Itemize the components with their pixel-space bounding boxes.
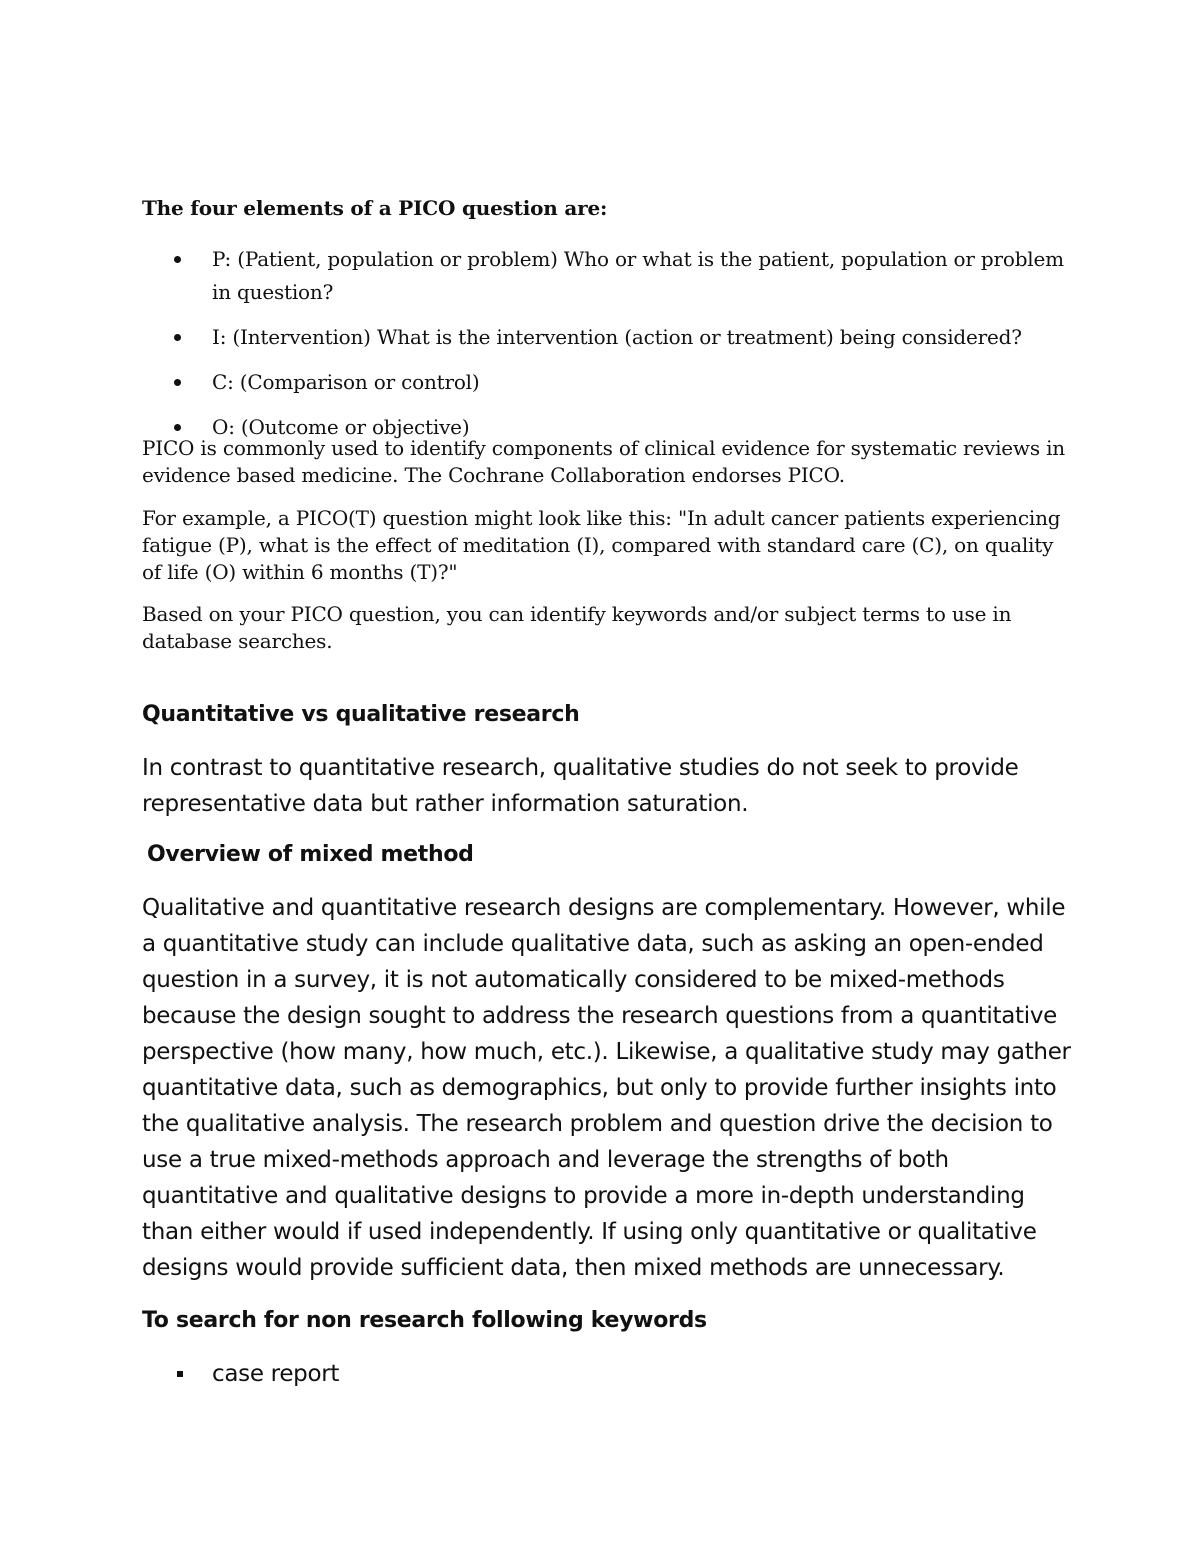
pico-keywords-paragraph: Based on your PICO question, you can identify keywords and/or subject terms to use in database searches.: [142, 602, 1012, 653]
search-keywords-heading: To search for non research following keywords: [142, 1308, 707, 1333]
pico-usage-paragraph: PICO is commonly used to identify components of clinical evidence for systematic reviews in evidence based medicine. The Cochrane Collaboration endorses PICO.: [142, 436, 1065, 487]
pico-heading: The four elements of a PICO question are:: [142, 196, 608, 220]
pico-item-intervention: [142, 321, 1072, 354]
bullet-icon: [174, 256, 181, 263]
pico-item-text: O: (Outcome or objective): [212, 415, 470, 439]
pico-item-text: C: (Comparison or control): [212, 370, 480, 394]
keyword-list: [142, 1356, 339, 1392]
pico-example-paragraph: For example, a PICO(T) question might look like this: "In adult cancer patients experiencing fatigue (P), what is the effect of meditation (I), compared with standard care (C), on quality of life (O) within 6 months (T)?": [142, 506, 1061, 584]
pico-item-text: P: (Patient, population or problem) Who or what is the patient, population or problem in question?: [212, 247, 1064, 304]
quantitative-paragraph: In contrast to quantitative research, qualitative studies do not seek to provide representative data but rather information saturation.: [142, 755, 1019, 817]
mixed-method-paragraph: Qualitative and quantitative research designs are complementary. However, while a quantitative study can include qualitative data, such as asking an open-ended question in a survey, it is not automatically considered to be mixed-methods because the design sought to address the research questions from a quantitative perspective (how many, how much, etc.). Likewise, a qualitative study may gather quantitative data, such as demographics, but only to provide further insights into the qualitative analysis. The research problem and question drive the decision to use a true mixed-methods approach and leverage the strengths of both quantitative and qualitative designs to provide a more in-depth understanding than either would if used independently. If using only quantitative or qualitative designs would provide sufficient data, then mixed methods are unnecessary.: [142, 895, 1071, 1281]
mixed-method-heading: Overview of mixed method: [147, 842, 474, 867]
bullet-icon: [174, 379, 181, 386]
keyword-item-text: case report: [212, 1361, 340, 1387]
pico-elements-list: [142, 243, 1072, 444]
square-bullet-icon: [177, 1371, 183, 1377]
bullet-icon: [174, 334, 181, 341]
bullet-icon: [174, 424, 181, 431]
pico-item-comparison: [142, 366, 1072, 399]
quantitative-heading: Quantitative vs qualitative research: [142, 702, 580, 727]
keyword-item: [142, 1356, 339, 1392]
pico-item-text: I: (Intervention) What is the intervention (action or treatment) being considered?: [212, 325, 1022, 349]
pico-item-patient: [142, 243, 1072, 309]
